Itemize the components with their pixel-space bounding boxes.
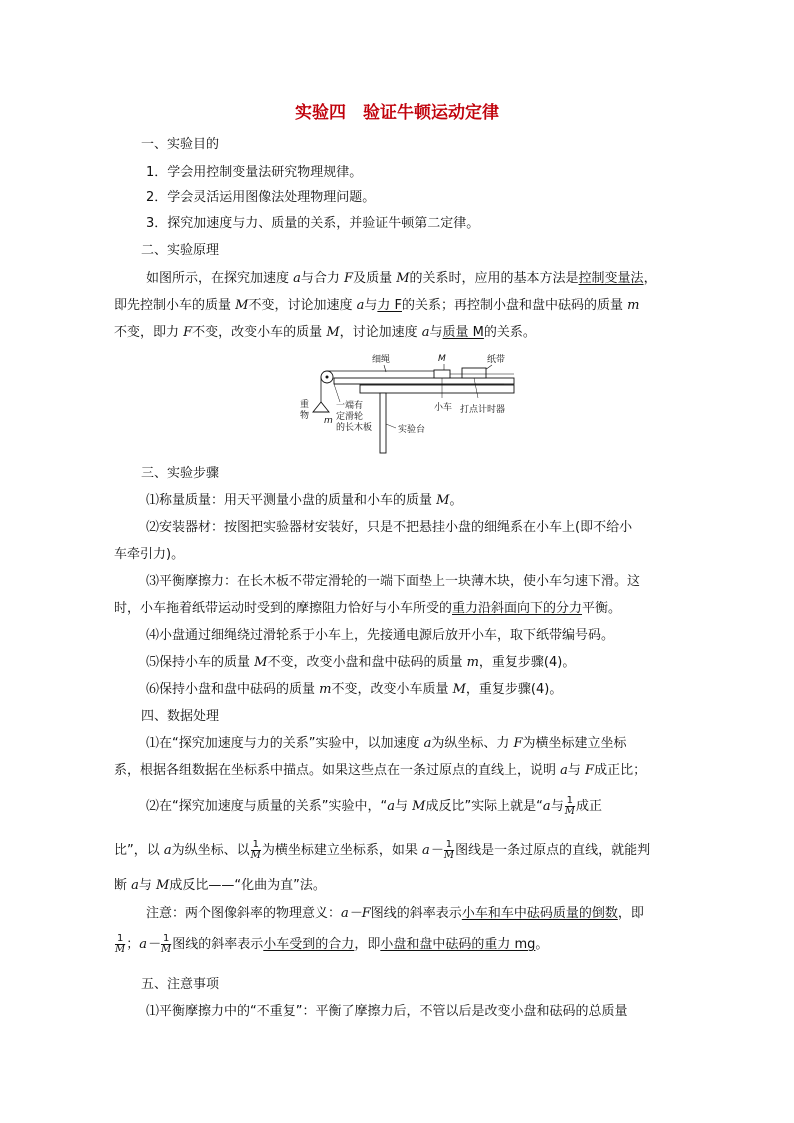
purpose-item-2: 2．学会灵活运用图像法处理物理问题。	[146, 190, 376, 205]
principle-line-2: 即先控制小车的质量 M不变，讨论加速度 a与力 F的关系；再控制小盘和盘中砝码的质量 m	[114, 298, 640, 313]
step-5: ⑸保持小车的质量 M不变，改变小盘和盘中砝码的质量 m，重复步骤(4)。	[146, 655, 576, 670]
label-rope: 细绳	[372, 355, 391, 365]
purpose-item-3: 3．探究加速度与力、质量的关系，并验证牛顿第二定律。	[146, 216, 480, 231]
label-board-3: 的长木板	[336, 423, 373, 433]
fraction-one-over-M: $\frac{1}{M}$	[564, 795, 575, 817]
label-board-2: 定滑轮	[336, 412, 364, 422]
label-weight-1: 重	[300, 400, 310, 410]
step-3-line-1: ⑶平衡摩擦力：在长木板不带定滑轮的一端下面垫上一块薄木块，使小车匀速下滑。这	[146, 574, 641, 589]
step-4: ⑷小盘通过细绳绕过滑轮系于小车上，先接通电源后放开小车，取下纸带编号码。	[146, 628, 615, 643]
section-heading-steps: 三、实验步骤	[141, 466, 220, 481]
label-weight-2: 物	[300, 411, 310, 421]
label-cart: 小车	[434, 403, 453, 413]
label-timer: 打点计时器	[460, 405, 506, 415]
data-1-line-2: 系，根据各组数据在坐标系中描点。如果这些点在一条过原点的直线上，说明 a与 F成正比；	[114, 763, 647, 778]
section-heading-purpose: 一、实验目的	[141, 137, 220, 152]
note-line-2: $\frac{1}{M}$ ；a－ $\frac{1}{M}$ 图线的斜率表示小车受到的合力，即小盘和盘中砝码的重力 mg。	[115, 933, 549, 955]
label-board-1: 一端有	[336, 401, 364, 411]
step-2-line-1: ⑵安装器材：按图把实验器材安装好，只是不把悬挂小盘的细绳系在小车上(即不给小	[146, 520, 633, 535]
notes-item-1: ⑴平衡摩擦力中的“不重复”：平衡了摩擦力后，不管以后是改变小盘和砝码的总质量	[146, 1004, 628, 1019]
step-3-line-2: 时，小车拖着纸带运动时受到的摩擦阻力恰好与小车所受的重力沿斜面向下的分力平衡。	[114, 601, 622, 616]
data-1-line-1: ⑴在“探究加速度与力的关系”实验中，以加速度 a为纵坐标、力 F为横坐标建立坐标	[146, 736, 627, 751]
step-1: ⑴称量质量：用天平测量小盘的质量和小车的质量 M。	[146, 493, 463, 508]
principle-line-1: 如图所示，在探究加速度 a与合力 F及质量 M的关系时，应用的基本方法是控制变量法，	[146, 271, 657, 286]
principle-line-3: 不变，即力 F不变，改变小车的质量 M，讨论加速度 a与质量 M的关系。	[114, 325, 536, 340]
section-heading-principle: 二、实验原理	[141, 243, 220, 258]
data-2-line-3: 断 a与 M成反比——“化曲为直”法。	[114, 878, 326, 893]
data-2-line-2: 比”，以 a为纵坐标、以 $\frac{1}{M}$ 为横坐标建立坐标系，如果 a－ $\frac{1}{M}$ 图线是一条过原点的直线，就能判	[114, 839, 651, 861]
note-line-1: 注意：两个图像斜率的物理意义：a－F图线的斜率表示小车和车中砝码质量的倒数，即	[146, 906, 644, 921]
label-hanging-mass: m	[324, 416, 333, 426]
purpose-item-1: 1．学会用控制变量法研究物理规律。	[146, 165, 363, 180]
fraction-one-over-M: $\frac{1}{M}$	[250, 839, 261, 861]
fraction-one-over-M: $\frac{1}{M}$	[115, 933, 126, 955]
section-heading-notes: 五、注意事项	[141, 977, 220, 992]
fraction-one-over-M: $\frac{1}{M}$	[161, 933, 172, 955]
apparatus-diagram	[294, 350, 524, 456]
label-tape: 纸带	[487, 355, 506, 365]
data-2-line-1: ⑵在“探究加速度与质量的关系”实验中，“a与 M成反比”实际上就是“a与 $\frac{1}{M}$ 成正	[146, 795, 602, 817]
fraction-one-over-M: $\frac{1}{M}$	[443, 839, 455, 861]
step-6: ⑹保持小盘和盘中砝码的质量 m不变，改变小车质量 M，重复步骤(4)。	[146, 682, 563, 697]
label-cart-mass: M	[438, 354, 446, 364]
page-title: 实验四 验证牛顿运动定律	[295, 103, 499, 123]
section-heading-data: 四、数据处理	[141, 709, 220, 724]
step-2-line-2: 车牵引力)。	[114, 547, 185, 562]
label-table: 实验台	[398, 425, 426, 435]
